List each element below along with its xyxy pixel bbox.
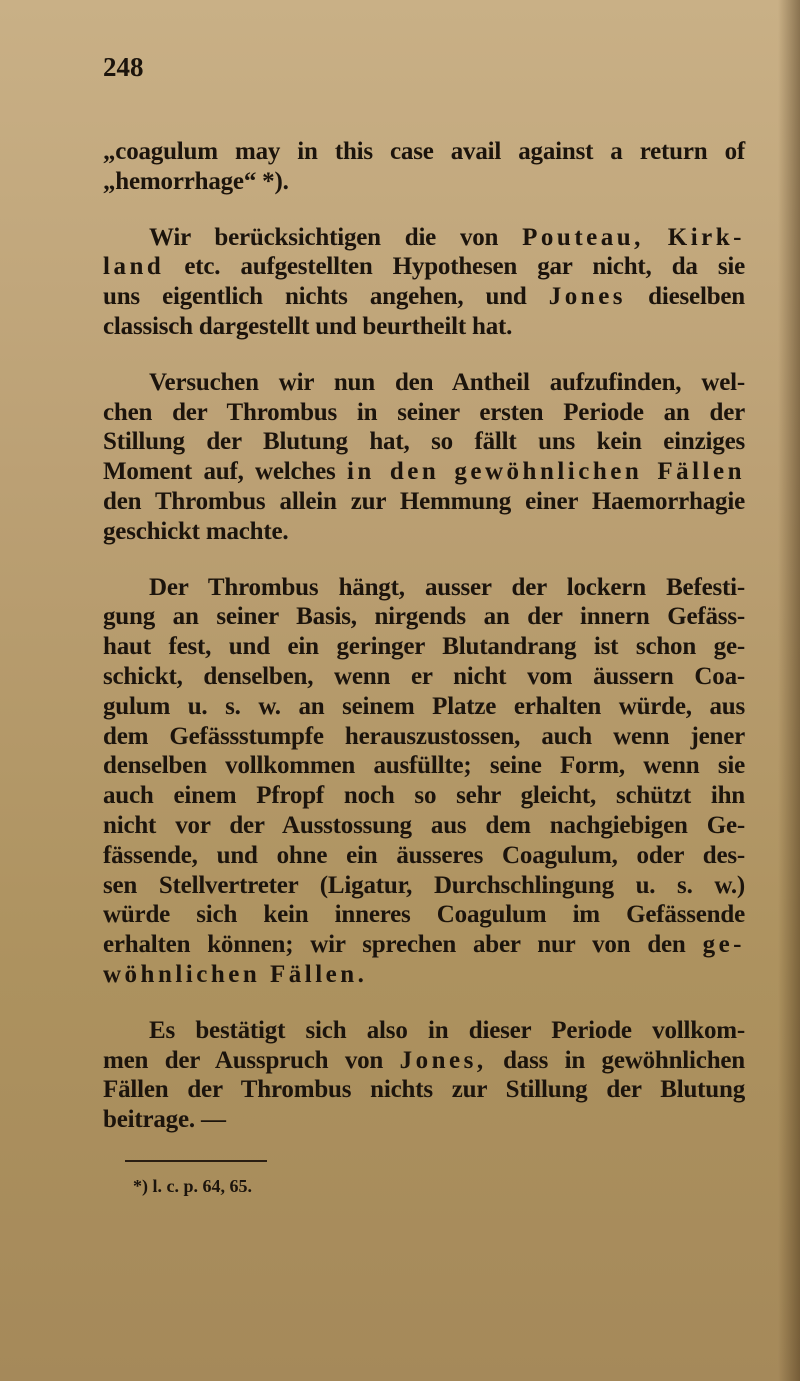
text-line xyxy=(103,692,745,722)
text-line xyxy=(103,223,745,253)
spaced-text: Pouteau, xyxy=(522,223,644,251)
text-line xyxy=(103,487,745,517)
text-segment: haut fest, und ein geringer Blutandrang ist schon ge- xyxy=(103,633,745,661)
text-line xyxy=(103,368,745,398)
text-segment: geschickt machte. xyxy=(103,517,289,545)
text-segment: Der Thrombus hängt, ausser der lockern Befesti- xyxy=(149,573,745,601)
text-line xyxy=(103,137,745,167)
footnote: *) l. c. p. 64, 65. xyxy=(133,1176,252,1196)
text-line xyxy=(103,1075,745,1105)
text-line xyxy=(103,871,745,901)
text-line xyxy=(103,398,745,428)
text-segment: dieselben xyxy=(626,283,745,311)
text-line xyxy=(103,841,745,871)
text-segment: nicht vor der Ausstossung aus dem nachgiebigen Ge- xyxy=(103,811,745,839)
spaced-text: wöhnlichen Fällen. xyxy=(103,960,368,988)
text-line xyxy=(103,517,745,547)
text-segment: men der Ausspruch von xyxy=(103,1046,400,1074)
text-line xyxy=(103,662,745,692)
text-segment: fässende, und ohne ein äusseres Coagulum, oder des- xyxy=(103,841,745,869)
text-segment: classisch dargestellt und beurtheilt hat. xyxy=(103,312,513,340)
text-segment: schickt, denselben, wenn er nicht vom äussern Coa- xyxy=(103,662,745,690)
text-line xyxy=(103,632,745,662)
text-segment: sen Stellvertreter (Ligatur, Durchschlingung u. s. w.) xyxy=(103,871,745,899)
text-line xyxy=(103,1105,745,1135)
text-segment: Versuchen wir nun den Antheil aufzufinden, wel- xyxy=(149,368,745,396)
page-edge-shadow xyxy=(778,0,800,1381)
text-line xyxy=(103,427,745,457)
text-line xyxy=(103,312,745,342)
text-line xyxy=(103,722,745,752)
text-segment xyxy=(644,224,668,251)
text-line xyxy=(103,960,745,990)
text-segment: uns eigentlich nichts angehen, und xyxy=(103,283,549,311)
text-line xyxy=(103,1046,745,1076)
text-segment: auch einem Pfropf noch so sehr gleicht, schützt ihn xyxy=(103,782,745,810)
text-segment: beitrage. — xyxy=(103,1106,226,1134)
text-line xyxy=(103,1016,745,1046)
text-segment: denselben vollkommen ausfüllte; seine Form, wenn sie xyxy=(103,752,745,780)
text-line xyxy=(103,252,745,282)
text-line xyxy=(103,751,745,781)
text-line xyxy=(103,900,745,930)
footnote-rule xyxy=(125,1160,267,1162)
text-segment: gung an seiner Basis, nirgends an der innern Gefäss- xyxy=(103,603,745,631)
text-line xyxy=(103,602,745,632)
text-segment: etc. aufgestellten Hypothesen gar nicht, da sie xyxy=(164,253,745,281)
text-segment: chen der Thrombus in seiner ersten Periode an der xyxy=(103,398,745,426)
text-line xyxy=(103,781,745,811)
text-segment: Stillung der Blutung hat, so fällt uns kein einziges xyxy=(103,428,745,456)
spaced-text: Jones xyxy=(548,283,627,311)
spaced-text: Kirk- xyxy=(667,223,745,251)
text-segment: gulum u. s. w. an seinem Platze erhalten würde, aus xyxy=(103,692,745,720)
text-line xyxy=(103,167,745,197)
text-segment: würde sich kein inneres Coagulum im Gefässende xyxy=(103,901,745,929)
text-segment: „coagulum may in this case avail against a return of xyxy=(103,138,745,165)
text-line xyxy=(103,282,745,312)
body-text xyxy=(103,137,745,1135)
spaced-text: in den gewöhnlichen Fällen xyxy=(346,458,745,486)
text-segment: den Thrombus allein zur Hemmung einer Haemorrhagie xyxy=(103,487,745,515)
text-line xyxy=(103,573,745,603)
spaced-text: Jones, xyxy=(399,1046,487,1074)
text-segment: Wir berücksichtigen die von xyxy=(149,223,523,251)
text-segment: Es bestätigt sich also in dieser Periode vollkom- xyxy=(149,1016,745,1044)
text-line xyxy=(103,457,745,487)
page-number: 248 xyxy=(103,52,144,82)
text-segment: dem Gefässstumpfe herauszustossen, auch wenn jener xyxy=(103,722,745,750)
text-line xyxy=(103,930,745,960)
text-segment: Fällen der Thrombus nichts zur Stillung der Blutung xyxy=(103,1076,745,1104)
spaced-text: land xyxy=(103,253,165,281)
text-line xyxy=(103,811,745,841)
spaced-text: ge- xyxy=(702,931,745,959)
text-segment: erhalten können; wir sprechen aber nur von den xyxy=(103,931,703,959)
text-segment: „hemorrhage“ *). xyxy=(103,167,289,195)
text-segment: Moment auf, welches xyxy=(103,458,347,486)
text-segment: dass in gewöhnlichen xyxy=(486,1046,745,1074)
